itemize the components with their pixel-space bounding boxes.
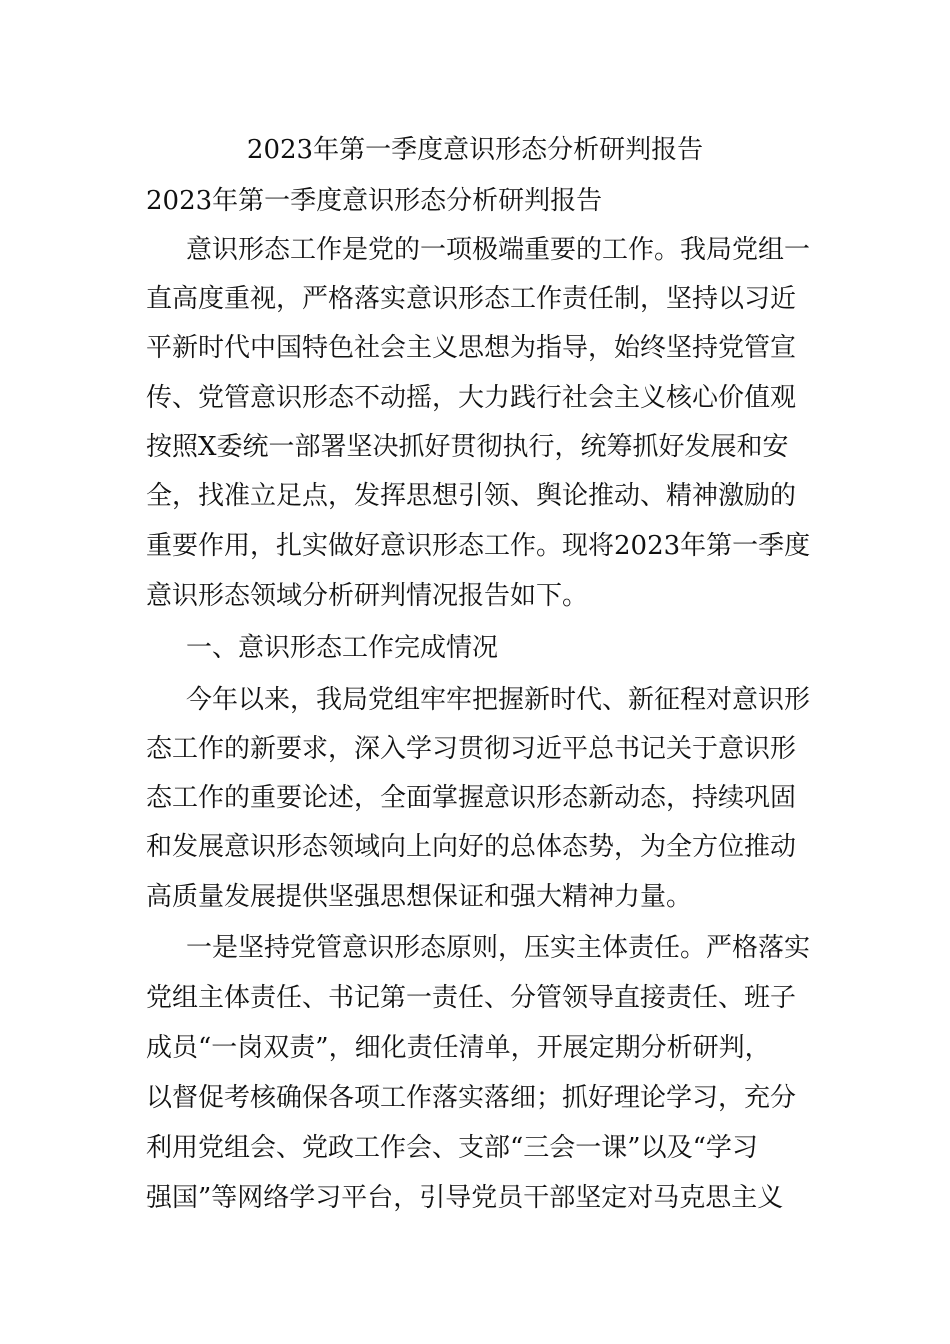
section-heading: 一、意识形态工作完成情况 bbox=[186, 633, 499, 663]
paragraph-line: 态工作的重要论述，全面掌握意识形态新动态，持续巩固 bbox=[146, 783, 797, 813]
paragraph-line: 意识形态领域分析研判情况报告如下。 bbox=[146, 581, 589, 611]
paragraph-line: 高质量发展提供坚强思想保证和强大精神力量。 bbox=[146, 882, 693, 912]
paragraph-line: 强国”等网络学习平台，引导党员干部坚定对马克思主义 bbox=[146, 1183, 784, 1213]
paragraph-line: 今年以来，我局党组牢牢把握新时代、新征程对意识形 bbox=[186, 685, 811, 715]
paragraph-line: 党组主体责任、书记第一责任、分管领导直接责任、班子 bbox=[146, 983, 797, 1013]
paragraph-line: 一是坚持党管意识形态原则，压实主体责任。严格落实 bbox=[186, 933, 811, 963]
paragraph-line: 重要作用，扎实做好意识形态工作。现将2023年第一季度 bbox=[146, 531, 811, 561]
paragraph-line: 按照X委统一部署坚决抓好贯彻执行，统筹抓好发展和安 bbox=[146, 432, 789, 462]
paragraph-line: 利用党组会、党政工作会、支部“三会一课”以及“学习 bbox=[146, 1133, 758, 1163]
paragraph-line: 和发展意识形态领域向上向好的总体态势，为全方位推动 bbox=[146, 832, 797, 862]
document-title: 2023年第一季度意识形态分析研判报告 bbox=[246, 135, 704, 165]
paragraph-line: 传、党管意识形态不动摇，大力践行社会主义核心价值观 bbox=[146, 383, 797, 413]
subtitle-line: 2023年第一季度意识形态分析研判报告 bbox=[146, 186, 603, 216]
paragraph-line: 成员“一岗双责”，细化责任清单，开展定期分析研判， bbox=[146, 1033, 771, 1063]
paragraph-line: 以督促考核确保各项工作落实落细；抓好理论学习，充分 bbox=[146, 1083, 797, 1113]
paragraph-line: 平新时代中国特色社会主义思想为指导，始终坚持党管宣 bbox=[146, 333, 797, 363]
paragraph-line: 态工作的新要求，深入学习贯彻习近平总书记关于意识形 bbox=[146, 734, 797, 764]
paragraph-line: 意识形态工作是党的一项极端重要的工作。我局党组一 bbox=[186, 235, 811, 265]
paragraph-line: 直高度重视，严格落实意识形态工作责任制，坚持以习近 bbox=[146, 284, 797, 314]
paragraph-line: 全，找准立足点，发挥思想引领、舆论推动、精神激励的 bbox=[146, 481, 797, 511]
